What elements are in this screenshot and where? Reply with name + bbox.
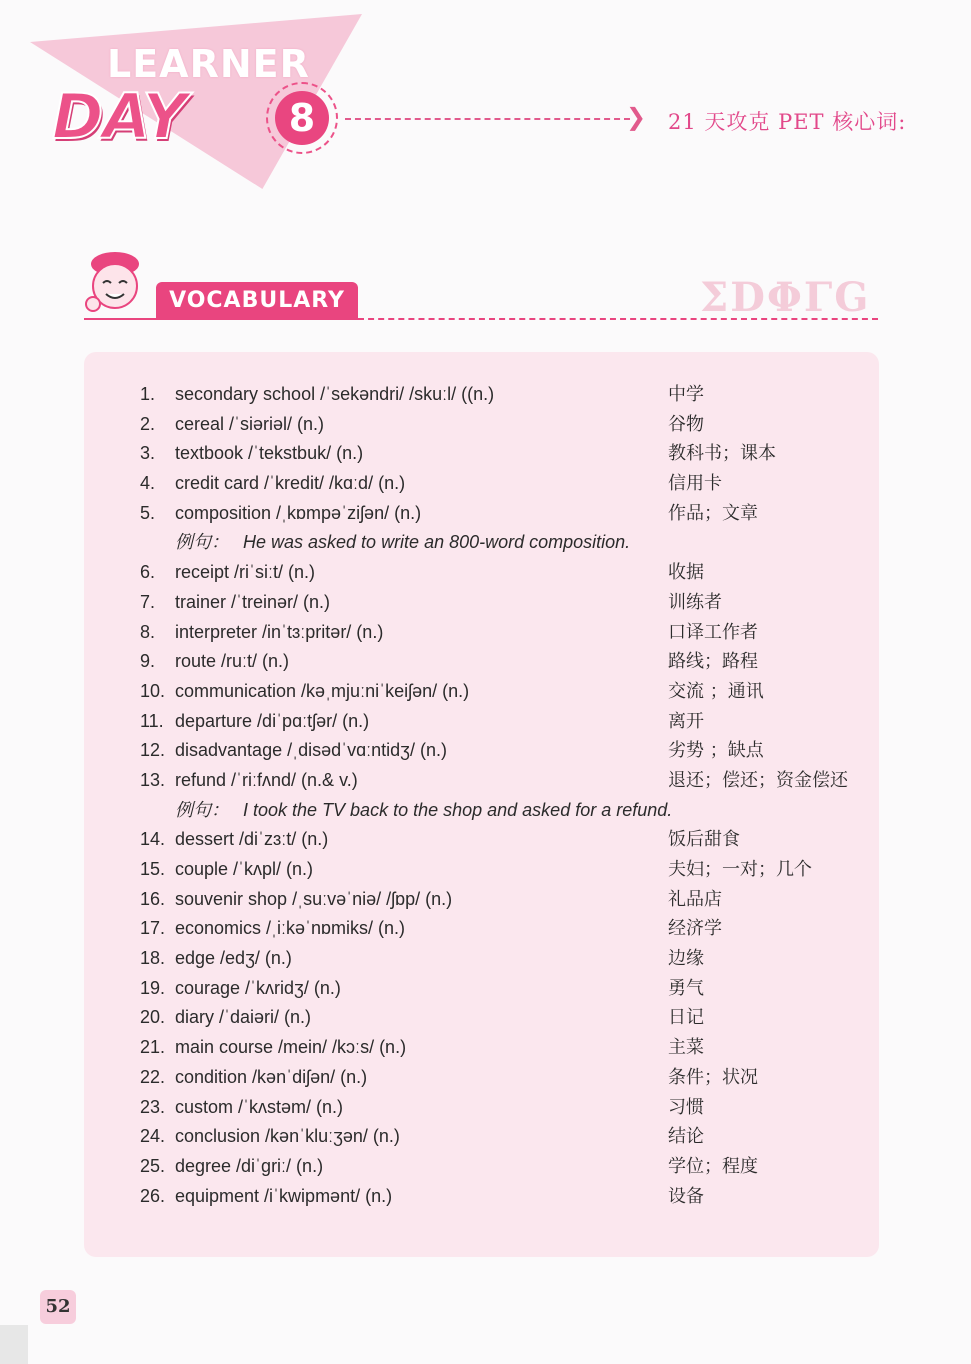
entry-number: 1. — [140, 384, 156, 404]
list-item — [140, 647, 880, 677]
list-item — [140, 1033, 880, 1063]
list-item — [140, 1122, 880, 1152]
example-sentence — [175, 528, 630, 558]
example-text: I took the TV back to the shop and asked for a refund. — [243, 799, 673, 820]
entry-meaning: 经济学 — [668, 918, 722, 940]
entry-meaning: 礼品店 — [668, 888, 722, 910]
entry-number: 24. — [140, 1126, 166, 1147]
entry-meaning: 训练者 — [668, 591, 722, 613]
entry-number: 5. — [140, 502, 156, 523]
entry-number: 14. — [140, 829, 166, 850]
list-item — [140, 766, 880, 796]
list-item — [140, 1152, 880, 1182]
vocabulary-title: VOCABULARY — [169, 288, 345, 313]
entry-meaning: 交流 ；通讯 — [668, 680, 764, 702]
page-number: 52 — [40, 1290, 76, 1324]
list-item — [140, 944, 880, 974]
entry-term: cereal /ˈsiəriəl/ (n.) — [175, 413, 325, 434]
list-item — [140, 558, 880, 588]
entry-number: 3. — [140, 443, 156, 464]
entry-meaning: 信用卡 — [668, 473, 722, 495]
header-learner-text: LEARNER — [107, 42, 310, 86]
entry-meaning: 饭后甜食 — [668, 829, 740, 851]
entry-term: route /ruːt/ (n.) — [175, 651, 290, 672]
decorative-letters: ΣDΦΓG — [700, 274, 871, 321]
entry-number: 22. — [140, 1066, 166, 1087]
entry-term: courage /ˈkʌridʒ/ (n.) — [175, 977, 341, 998]
example-label: 例句： — [175, 532, 229, 554]
entry-number: 13. — [140, 769, 166, 790]
entry-term: secondary school /ˈsekəndri/ /skuːl/ ((n.) — [175, 384, 495, 404]
entry-meaning: 收据 — [668, 562, 704, 584]
entry-meaning: 边缘 — [668, 948, 704, 970]
entry-number: 19. — [140, 977, 166, 998]
entry-meaning: 谷物 — [668, 413, 704, 435]
entry-number: 12. — [140, 740, 166, 761]
entry-number: 26. — [140, 1185, 166, 1206]
entry-meaning: 离开 — [668, 710, 704, 732]
entry-meaning: 日记 — [668, 1007, 704, 1029]
entry-number: 8. — [140, 621, 156, 642]
entry-number: 23. — [140, 1096, 166, 1117]
entry-term: textbook /ˈtekstbuk/ (n.) — [175, 443, 364, 464]
entry-meaning: 习惯 — [668, 1096, 704, 1118]
entry-meaning: 主菜 — [668, 1037, 704, 1059]
entry-number: 16. — [140, 888, 166, 909]
list-item — [140, 380, 880, 410]
list-item — [140, 1093, 880, 1123]
list-item — [140, 469, 880, 499]
entry-meaning: 中学 — [668, 384, 704, 405]
entry-number: 6. — [140, 562, 156, 583]
day-number: 8 — [275, 91, 329, 145]
entry-number: 15. — [140, 859, 166, 879]
entry-term: conclusion /kənˈkluːʒən/ (n.) — [175, 1126, 400, 1147]
list-item — [140, 707, 880, 737]
day-number-badge — [266, 82, 338, 154]
entry-term: economics /ˌiːkəˈnɒmiks/ (n.) — [175, 918, 406, 939]
list-item — [140, 1063, 880, 1093]
entry-term: dessert /diˈzɜːt/ (n.) — [175, 829, 329, 850]
example-row — [140, 528, 880, 558]
list-item — [140, 410, 880, 440]
entry-term: edge /edʒ/ (n.) — [175, 948, 292, 969]
list-item — [140, 855, 880, 885]
list-item — [140, 1003, 880, 1033]
list-item — [140, 914, 880, 944]
list-item — [140, 588, 880, 618]
chevron-right-icon: ❯ — [626, 104, 647, 131]
entry-meaning: 设备 — [668, 1185, 704, 1207]
list-item — [140, 677, 880, 707]
entry-term: receipt /riˈsiːt/ (n.) — [175, 562, 316, 583]
entry-number: 9. — [140, 651, 156, 672]
entry-term: equipment /iˈkwipmənt/ (n.) — [175, 1185, 393, 1206]
entry-number: 4. — [140, 473, 156, 494]
list-item — [140, 825, 880, 855]
entry-number: 7. — [140, 591, 156, 612]
banner-underline — [84, 318, 356, 320]
example-label: 例句： — [175, 799, 229, 821]
example-text: He was asked to write an 800-word composition. — [243, 532, 631, 553]
entry-term: communication /kəˌmjuːniˈkeiʃən/ (n.) — [175, 680, 470, 701]
entry-term: credit card /ˈkredit/ /kɑːd/ (n.) — [175, 473, 406, 494]
list-item — [140, 885, 880, 915]
entry-term: degree /diˈgriː/ (n.) — [175, 1155, 324, 1176]
header-dashed-line — [345, 118, 630, 120]
vocabulary-list — [140, 380, 880, 1211]
vocabulary-banner — [156, 282, 358, 320]
list-item — [140, 1182, 880, 1212]
entry-term: composition /ˌkɒmpəˈziʃən/ (n.) — [175, 502, 422, 523]
entry-number: 17. — [140, 918, 166, 939]
entry-term: custom /ˈkʌstəm/ (n.) — [175, 1096, 344, 1117]
entry-meaning: 路线；路程 — [668, 651, 758, 673]
entry-term: main course /mein/ /kɔːs/ (n.) — [175, 1037, 407, 1058]
entry-number: 25. — [140, 1155, 166, 1176]
entry-number: 2. — [140, 413, 156, 434]
header-day-text: DAY — [52, 80, 187, 153]
list-item — [140, 736, 880, 766]
entry-term: couple /ˈkʌpl/ (n.) — [175, 859, 314, 879]
entry-meaning: 退还；偿还；资金偿还 — [668, 769, 848, 791]
entry-meaning: 夫妇；一对；几个 — [668, 859, 812, 880]
entry-meaning: 口译工作者 — [668, 621, 758, 643]
entry-meaning: 学位；程度 — [668, 1155, 758, 1177]
entry-number: 11. — [140, 710, 164, 731]
entry-term: condition /kənˈdiʃən/ (n.) — [175, 1066, 368, 1087]
list-item — [140, 439, 880, 469]
entry-meaning: 结论 — [668, 1126, 704, 1148]
entry-meaning: 勇气 — [668, 977, 704, 999]
cartoon-face-icon — [84, 250, 146, 316]
entry-meaning: 条件；状况 — [668, 1066, 758, 1088]
entry-term: disadvantage /ˌdisədˈvɑːntidʒ/ (n.) — [175, 740, 447, 761]
entry-meaning: 教科书；课本 — [668, 443, 776, 465]
list-item — [140, 499, 880, 529]
entry-term: trainer /ˈtreinər/ (n.) — [175, 591, 331, 612]
entry-number: 20. — [140, 1007, 166, 1028]
entry-meaning: 作品；文章 — [668, 502, 758, 524]
entry-number: 18. — [140, 948, 166, 969]
entry-term: refund /ˈriːfʌnd/ (n.& v.) — [175, 769, 358, 790]
list-item — [140, 618, 880, 648]
entry-term: interpreter /inˈtɜːpritər/ (n.) — [175, 621, 384, 642]
header-subtitle: 21 天攻克 PET 核心词: — [668, 110, 907, 134]
example-sentence — [175, 796, 672, 826]
page-corner-mark — [0, 1325, 28, 1364]
entry-term: souvenir shop /ˌsuːvəˈniə/ /ʃɒp/ (n.) — [175, 888, 453, 909]
list-item — [140, 974, 880, 1004]
entry-meaning: 劣势 ；缺点 — [668, 740, 764, 762]
entry-number: 10. — [140, 680, 166, 701]
entry-number: 21. — [140, 1037, 166, 1058]
entry-term: diary /ˈdaiəri/ (n.) — [175, 1007, 312, 1028]
example-row — [140, 796, 880, 826]
entry-term: departure /diˈpɑːtʃər/ (n.) — [175, 710, 370, 731]
